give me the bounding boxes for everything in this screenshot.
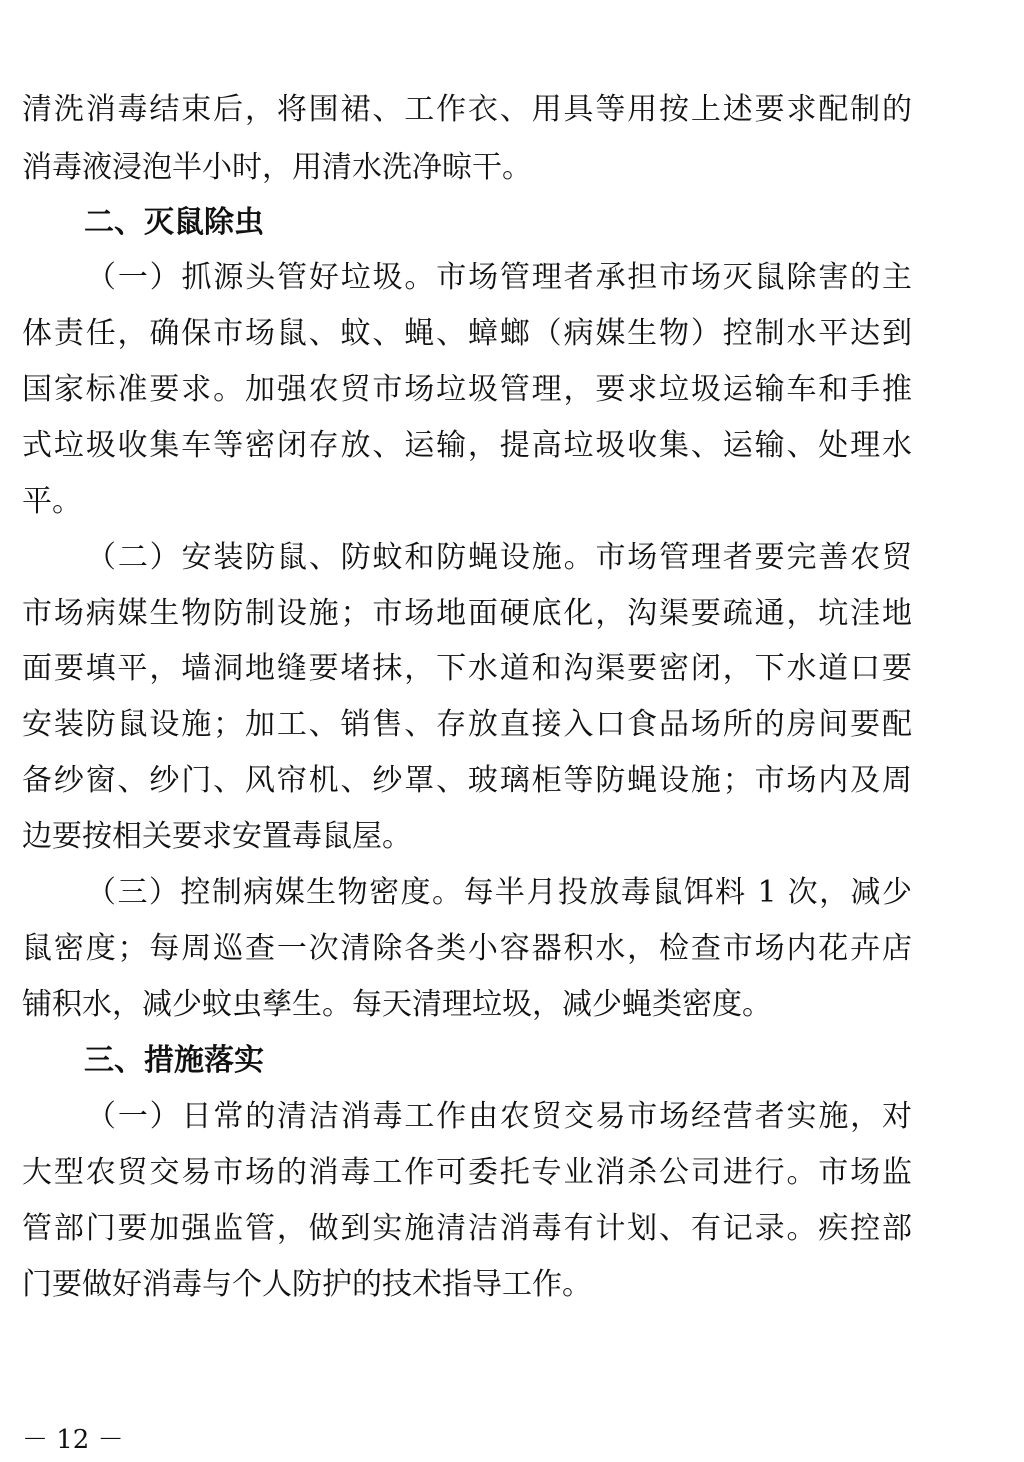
page-number: － 12 － [22, 1425, 124, 1455]
paragraph-line: 鼠密度；每周巡查一次清除各类小容器积水，检查市场内花卉店 [22, 931, 912, 966]
paragraph-line: 安装防鼠设施；加工、销售、存放直接入口食品场所的房间要配 [22, 707, 912, 742]
paragraph-line: （一）日常的清洁消毒工作由农贸交易市场经营者实施，对 [86, 1099, 912, 1134]
paragraph-line: 体责任，确保市场鼠、蚊、蝇、蟑螂（病媒生物）控制水平达到 [22, 316, 912, 351]
paragraph-line: （一）抓源头管好垃圾。市场管理者承担市场灭鼠除害的主 [86, 260, 912, 295]
paragraph-line: 边要按相关要求安置毒鼠屋。 [22, 819, 412, 854]
paragraph-line: 备纱窗、纱门、风帘机、纱罩、玻璃柜等防蝇设施；市场内及周 [22, 763, 912, 798]
section-heading: 三、措施落实 [84, 1043, 264, 1078]
paragraph-line: 铺积水，减少蚊虫孳生。每天清理垃圾，减少蝇类密度。 [22, 987, 772, 1022]
paragraph-line: 面要填平，墙洞地缝要堵抹，下水道和沟渠要密闭，下水道口要 [22, 651, 912, 686]
paragraph-line: 市场病媒生物防制设施；市场地面硬底化，沟渠要疏通，坑洼地 [22, 596, 912, 631]
paragraph-line: 平。 [22, 484, 82, 519]
paragraph-line: （二）安装防鼠、防蚊和防蝇设施。市场管理者要完善农贸 [86, 540, 912, 575]
paragraph-line: 管部门要加强监管，做到实施清洁消毒有计划、有记录。疾控部 [22, 1211, 912, 1246]
paragraph-line: 式垃圾收集车等密闭存放、运输，提高垃圾收集、运输、处理水 [22, 428, 912, 463]
paragraph-line: 国家标准要求。加强农贸市场垃圾管理，要求垃圾运输车和手推 [22, 372, 912, 407]
section-heading: 二、灭鼠除虫 [84, 205, 264, 240]
paragraph-line: 大型农贸交易市场的消毒工作可委托专业消杀公司进行。市场监 [22, 1155, 912, 1190]
paragraph-line: 门要做好消毒与个人防护的技术指导工作。 [22, 1267, 592, 1302]
paragraph-line: 消毒液浸泡半小时，用清水洗净晾干。 [22, 150, 532, 185]
paragraph-line: （三）控制病媒生物密度。每半月投放毒鼠饵料 1 次，减少 [86, 875, 912, 910]
paragraph-line: 清洗消毒结束后，将围裙、工作衣、用具等用按上述要求配制的 [22, 92, 912, 127]
